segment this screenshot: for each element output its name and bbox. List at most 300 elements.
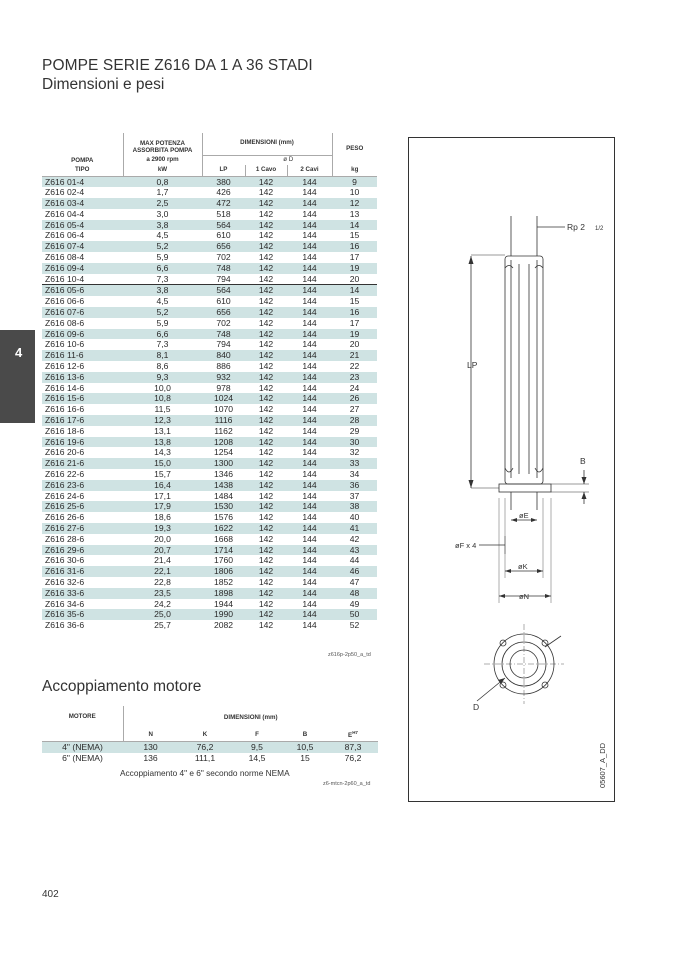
cell-peso: 47 (349, 576, 360, 587)
cell-lp: 702 (216, 252, 231, 263)
cell-lp: 656 (202, 241, 245, 252)
cell-2-cavi: 144 (287, 609, 332, 620)
cell-kw: 5,9 (156, 317, 169, 328)
cell-kw: 3,8 (123, 285, 202, 296)
cell-kw: 20,7 (123, 545, 202, 556)
cell-kw: 24,2 (154, 598, 171, 609)
cell-1-cavo: 142 (245, 415, 287, 426)
table-row (42, 198, 377, 209)
cell-1-cavo: 142 (245, 176, 287, 187)
cell-1-cavo: 142 (245, 609, 287, 620)
table-row (42, 534, 377, 545)
table-row (42, 458, 377, 469)
cell-kw: 4,5 (156, 230, 169, 241)
cell-kw: 17,1 (154, 490, 171, 501)
cell-1-cavo: 142 (258, 273, 274, 284)
table-row (42, 318, 377, 329)
cell-2-cavi: 144 (287, 501, 332, 512)
cell-kw: 23,5 (123, 588, 202, 599)
table-row (42, 512, 377, 523)
e-arrow-right (531, 518, 537, 522)
cell-tipo: Z616 13-6 (42, 372, 123, 383)
cell-kw: 21,4 (154, 555, 171, 566)
page-number: 402 (42, 889, 59, 900)
cell-kw: 6,6 (123, 263, 202, 274)
table-row (42, 372, 377, 383)
cell-2-cavi: 144 (287, 480, 332, 491)
cell-tipo: Z616 15-6 (42, 393, 123, 404)
coupling-code-note: z6-mtcn-2p60_a_td (323, 781, 371, 787)
cell-1-cavo: 142 (258, 598, 274, 609)
cell-k: 111,1 (194, 752, 216, 763)
cell-peso: 16 (332, 307, 377, 318)
lp-label: LP (467, 360, 478, 370)
cell-2-cavi: 144 (302, 425, 317, 436)
cell-tipo: Z616 07-4 (42, 241, 123, 252)
cell-tipo: Z616 08-4 (45, 252, 85, 263)
cell-peso: 46 (332, 566, 377, 577)
cell-peso: 10 (349, 187, 360, 198)
cell-1-cavo: 142 (258, 555, 274, 566)
cell-lp: 1944 (213, 598, 234, 609)
cell-peso: 22 (349, 361, 360, 372)
cell-lp: 1898 (202, 588, 245, 599)
n-arrow-right (545, 594, 551, 598)
table-row (42, 447, 377, 458)
cell-peso: 14 (332, 285, 377, 296)
cell-lp: 426 (216, 187, 231, 198)
cell-2-cavi: 144 (302, 576, 317, 587)
cell-lp: 1346 (213, 469, 234, 480)
cell-2-cavi: 144 (302, 339, 317, 350)
cell-peso: 33 (332, 458, 377, 469)
cell-lp: 1714 (202, 545, 245, 556)
k-arrow-left (505, 569, 511, 573)
cell-tipo: Z616 27-6 (42, 523, 123, 534)
cell-tipo: Z616 05-6 (42, 285, 123, 296)
cell-1-cavo: 142 (245, 329, 287, 340)
cell-kw: 12,3 (123, 415, 202, 426)
cell-peso: 23 (332, 372, 377, 383)
cell-2-cavi: 144 (302, 382, 317, 393)
cell-peso: 15 (349, 296, 360, 307)
cell-1-cavo: 142 (258, 425, 274, 436)
rp-fraction: 1/2 (595, 226, 604, 232)
cell-2-cavi: 144 (302, 296, 317, 307)
cell-tipo: Z616 16-6 (45, 404, 85, 415)
cell-peso: 15 (349, 230, 360, 241)
cell-tipo: Z616 25-6 (42, 501, 123, 512)
cell-kw: 19,3 (123, 523, 202, 534)
cell-tipo: Z616 18-6 (45, 425, 85, 436)
cell-kw: 3,0 (156, 208, 169, 219)
cell-peso: 24 (349, 382, 360, 393)
cell-peso: 20 (349, 273, 360, 284)
cell-peso: 28 (332, 415, 377, 426)
cell-tipo: Z616 05-4 (42, 220, 123, 231)
header-f: F (255, 730, 259, 738)
cell-tipo: Z616 06-6 (45, 296, 85, 307)
table-row (42, 599, 377, 610)
cell-tipo: Z616 04-4 (45, 208, 85, 219)
cell-lp: 380 (202, 176, 245, 187)
cell-lp: 1116 (202, 415, 245, 426)
cell-lp: 1438 (202, 480, 245, 491)
cell-lp: 748 (202, 263, 245, 274)
cell-lp: 1070 (213, 404, 234, 415)
cell-1-cavo: 142 (258, 230, 274, 241)
cell-kw: 7,3 (156, 273, 169, 284)
table-row (42, 404, 377, 415)
cell-lp: 1300 (202, 458, 245, 469)
cell-2-cavi: 144 (302, 361, 317, 372)
f-label: øF x 4 (455, 541, 477, 550)
cell-2-cavi: 144 (287, 393, 332, 404)
cell-tipo: Z616 09-4 (42, 263, 123, 274)
cell-tipo: Z616 17-6 (42, 415, 123, 426)
table-row (42, 620, 377, 631)
lp-arrow-top (469, 256, 474, 264)
cell-2-cavi: 144 (287, 437, 332, 448)
cell-tipo: Z616 06-4 (45, 230, 85, 241)
cell-2-cavi: 144 (302, 230, 317, 241)
cell-kw: 5,9 (156, 252, 169, 263)
cell-lp: 518 (216, 208, 231, 219)
cell-lp: 794 (216, 273, 231, 284)
cell-peso: 14 (332, 220, 377, 231)
cell-lp: 656 (202, 307, 245, 318)
cell-b: 15 (300, 752, 310, 763)
table-row (42, 339, 377, 350)
cell-2-cavi: 144 (287, 176, 332, 187)
table-row (42, 220, 377, 231)
table-row (42, 426, 377, 437)
cell-2-cavi: 144 (287, 372, 332, 383)
cell-kw: 15,0 (123, 458, 202, 469)
cell-1-cavo: 142 (245, 545, 287, 556)
cell-kw: 17,9 (123, 501, 202, 512)
cell-2-cavi: 144 (287, 198, 332, 209)
cell-1-cavo: 142 (258, 620, 274, 631)
cell-peso: 40 (349, 512, 360, 523)
cell-1-cavo: 142 (245, 458, 287, 469)
cell-tipo: Z616 02-4 (45, 187, 85, 198)
cell-2-cavi: 144 (287, 263, 332, 274)
cell-tipo: Z616 24-6 (45, 490, 85, 501)
e-arrow-left (511, 518, 517, 522)
header-dimensioni: DIMENSIONI (mm) (202, 133, 332, 155)
cell-kw: 0,8 (123, 176, 202, 187)
cell-peso: 34 (349, 469, 360, 480)
page-title: POMPE SERIE Z616 DA 1 A 36 STADI (42, 57, 313, 74)
cell-tipo: Z616 10-4 (45, 273, 85, 284)
cell-tipo: Z616 32-6 (45, 576, 85, 587)
cell-2-cavi: 144 (302, 252, 317, 263)
cell-1-cavo: 142 (258, 252, 274, 263)
cell-lp: 610 (216, 296, 231, 307)
cell-tipo: Z616 31-6 (42, 566, 123, 577)
cell-1-cavo: 142 (245, 372, 287, 383)
e-label: øE (519, 511, 529, 520)
cell-kw: 15,7 (154, 469, 171, 480)
cell-tipo: Z616 10-6 (45, 339, 85, 350)
cell-tipo: Z616 22-6 (45, 469, 85, 480)
chapter-tab-label: 4 (15, 345, 23, 360)
cell-tipo: Z616 21-6 (42, 458, 123, 469)
cell-1-cavo: 142 (245, 437, 287, 448)
header-max-potenza (123, 133, 202, 155)
header-n: N (123, 728, 178, 741)
cell-2-cavi: 144 (302, 447, 317, 458)
cell-lp: 886 (216, 361, 231, 372)
cell-kw: 13,8 (123, 437, 202, 448)
cell-f: 14,5 (248, 752, 266, 763)
cell-1-cavo: 142 (258, 339, 274, 350)
table-row (42, 350, 377, 361)
cell-1-cavo: 142 (245, 588, 287, 599)
cell-kw: 10,8 (123, 393, 202, 404)
cell-tipo: Z616 23-6 (42, 480, 123, 491)
table-row (42, 209, 377, 220)
header-e-tolerance: H7 (352, 729, 358, 735)
cell-2-cavi: 144 (287, 220, 332, 231)
n-label: øN (519, 592, 529, 601)
cell-2-cavi: 144 (287, 285, 332, 296)
cell-lp: 840 (202, 350, 245, 361)
cell-motore: 4" (NEMA) (42, 741, 123, 753)
header-b: B (302, 730, 308, 738)
cell-2-cavi: 144 (302, 469, 317, 480)
cell-2-cavi: 144 (302, 555, 317, 566)
cell-1-cavo: 142 (245, 285, 287, 296)
cell-n: 130 (123, 741, 178, 753)
cell-lp: 564 (202, 285, 245, 296)
cell-peso: 50 (332, 609, 377, 620)
cell-1-cavo: 142 (245, 307, 287, 318)
cell-tipo: Z616 35-6 (42, 609, 123, 620)
cell-kw: 13,1 (154, 425, 171, 436)
cell-1-cavo: 142 (258, 512, 274, 523)
header-pompa: POMPA (71, 157, 94, 165)
cell-lp: 1254 (213, 447, 234, 458)
cell-e: 87,3 (328, 741, 378, 753)
table-row (42, 588, 377, 599)
rp-label: Rp 2 (567, 222, 585, 232)
drawing-code: 05607_A_DD (598, 742, 607, 788)
table-row (42, 577, 377, 588)
coupling-table (42, 706, 378, 764)
cell-lp: 1162 (214, 425, 233, 436)
cell-peso: 19 (332, 329, 377, 340)
cell-kw: 1,7 (156, 187, 169, 198)
k-label: øK (518, 562, 528, 571)
cell-kw: 8,1 (123, 350, 202, 361)
table-row (42, 285, 377, 296)
cell-b: 10,5 (282, 741, 328, 753)
header-kw: kW (123, 165, 202, 176)
cell-tipo: Z616 08-6 (45, 317, 85, 328)
page-subtitle: Dimensioni e pesi (42, 76, 165, 93)
header-od-spacer (202, 155, 245, 165)
table-row (42, 274, 377, 285)
cell-2-cavi: 144 (302, 208, 317, 219)
header-peso: PESO (332, 133, 377, 165)
cell-e: 76,2 (344, 752, 362, 763)
cell-peso: 20 (349, 339, 360, 350)
pump-drawing-svg (409, 138, 616, 803)
cell-peso: 41 (332, 523, 377, 534)
b-label: B (580, 456, 586, 466)
cell-lp: 1024 (202, 393, 245, 404)
cell-1-cavo: 142 (258, 187, 274, 198)
cell-2-cavi: 144 (287, 545, 332, 556)
cell-lp: 472 (202, 198, 245, 209)
table-row (42, 491, 377, 502)
technical-drawing (408, 137, 615, 802)
dimensions-weights-table (42, 133, 377, 631)
cell-peso: 42 (349, 533, 360, 544)
table-row (42, 383, 377, 394)
header-e-label: E (348, 731, 353, 739)
header-2-cavi: 2 Cavi (287, 165, 332, 176)
cell-kw: 16,4 (123, 480, 202, 491)
header-tipo: TIPO (75, 165, 90, 173)
cell-lp: 564 (202, 220, 245, 231)
cell-1-cavo: 142 (245, 263, 287, 274)
cell-1-cavo: 142 (258, 533, 274, 544)
cell-lp: 1806 (202, 566, 245, 577)
cell-2-cavi: 144 (287, 415, 332, 426)
cell-1-cavo: 142 (258, 447, 274, 458)
cell-lp: 1990 (202, 609, 245, 620)
cell-2-cavi: 144 (302, 404, 317, 415)
coupling-row (42, 753, 378, 764)
n-arrow-left (499, 594, 505, 598)
cell-lp: 932 (202, 372, 245, 383)
cell-peso: 27 (349, 404, 360, 415)
cell-2-cavi: 144 (287, 588, 332, 599)
table-row (42, 187, 377, 198)
cell-1-cavo: 142 (258, 296, 274, 307)
cell-tipo: Z616 14-6 (45, 382, 85, 393)
cell-lp: 1576 (213, 512, 234, 523)
header-k: K (202, 730, 208, 738)
cell-1-cavo: 142 (245, 198, 287, 209)
cell-1-cavo: 142 (258, 361, 274, 372)
cell-2-cavi: 144 (302, 490, 317, 501)
cell-f: 9,5 (232, 741, 282, 753)
cell-peso: 36 (332, 480, 377, 491)
header-max-potenza-line1: MAX POTENZA (139, 140, 186, 148)
cell-lp: 748 (202, 329, 245, 340)
cell-lp: 978 (216, 382, 231, 393)
cell-2-cavi: 144 (287, 350, 332, 361)
cell-peso: 38 (332, 501, 377, 512)
table-row (42, 361, 377, 372)
cell-lp: 1622 (202, 523, 245, 534)
table-row (42, 176, 377, 187)
cell-kw: 7,3 (156, 339, 169, 350)
table-row (42, 252, 377, 263)
cell-2-cavi: 144 (287, 566, 332, 577)
table-row (42, 415, 377, 426)
cell-1-cavo: 142 (258, 576, 274, 587)
cell-kw: 6,6 (123, 329, 202, 340)
cell-1-cavo: 142 (245, 501, 287, 512)
cell-peso: 30 (332, 437, 377, 448)
cell-lp: 610 (216, 230, 231, 241)
cell-2-cavi: 144 (302, 273, 317, 284)
cell-peso: 17 (349, 317, 360, 328)
coupling-row (42, 741, 378, 753)
cell-1-cavo: 142 (258, 208, 274, 219)
cell-peso: 43 (332, 545, 377, 556)
lp-arrow-bottom (469, 480, 474, 488)
table-row (42, 501, 377, 512)
header-rpm: a 2900 rpm (123, 155, 202, 165)
cell-2-cavi: 144 (302, 187, 317, 198)
cell-peso: 49 (349, 598, 360, 609)
cell-tipo: Z616 28-6 (45, 533, 85, 544)
table-row (42, 469, 377, 480)
table-row (42, 241, 377, 252)
table-row (42, 307, 377, 318)
cell-lp: 2082 (213, 620, 234, 631)
header-e (328, 728, 378, 741)
cell-kw: 25,7 (154, 620, 171, 631)
header-od: ø D (245, 155, 332, 165)
table-row (42, 566, 377, 577)
header-max-potenza-line2: ASSORBITA POMPA (132, 147, 193, 155)
cell-kw: 22,1 (123, 566, 202, 577)
cell-1-cavo: 142 (245, 350, 287, 361)
table-row (42, 523, 377, 534)
cell-1-cavo: 142 (258, 404, 274, 415)
cell-1-cavo: 142 (258, 490, 274, 501)
cell-lp: 1208 (202, 437, 245, 448)
coupling-caption: Accoppiamento 4" e 6" secondo norme NEMA (120, 768, 290, 778)
cell-tipo: Z616 34-6 (45, 598, 85, 609)
table-row (42, 555, 377, 566)
cell-peso: 21 (332, 350, 377, 361)
cell-lp: 702 (216, 317, 231, 328)
cell-2-cavi: 144 (302, 533, 317, 544)
cell-1-cavo: 142 (258, 317, 274, 328)
table-row (42, 480, 377, 491)
cell-peso: 52 (349, 620, 360, 631)
table-row (42, 609, 377, 620)
cell-tipo: Z616 19-6 (42, 437, 123, 448)
cell-1-cavo: 142 (245, 566, 287, 577)
cell-kw: 14,3 (154, 447, 171, 458)
cell-1-cavo: 142 (245, 220, 287, 231)
cell-tipo: Z616 26-6 (45, 512, 85, 523)
cell-lp: 1760 (213, 555, 234, 566)
cell-kw: 5,2 (123, 241, 202, 252)
cell-tipo: Z616 33-6 (42, 588, 123, 599)
cell-2-cavi: 144 (287, 241, 332, 252)
cell-peso: 44 (349, 555, 360, 566)
k-arrow-right (537, 569, 543, 573)
cell-2-cavi: 144 (287, 307, 332, 318)
cell-peso: 29 (349, 425, 360, 436)
cell-kw: 2,5 (123, 198, 202, 209)
table-row (42, 393, 377, 404)
cell-tipo: Z616 07-6 (42, 307, 123, 318)
cell-1-cavo: 142 (245, 241, 287, 252)
cell-tipo: Z616 20-6 (45, 447, 85, 458)
cell-tipo: Z616 03-4 (42, 198, 123, 209)
